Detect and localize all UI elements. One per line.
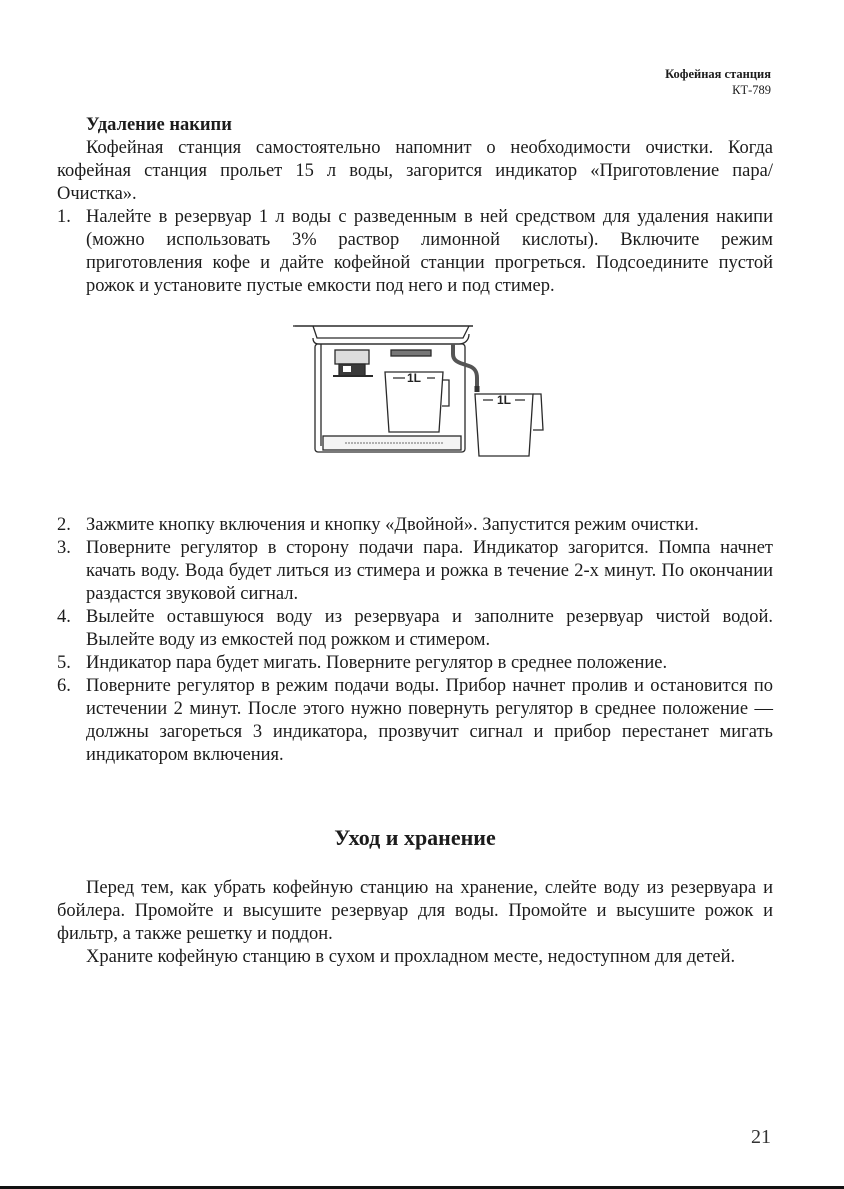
step-number: 2. — [57, 515, 71, 535]
coffee-machine-illustration — [293, 320, 547, 470]
step-number: 6. — [57, 676, 71, 696]
header-title: Кофейная станция — [665, 67, 771, 81]
step-text: Вылейте оставшуюся воду из резервуара и заполните резервуар чистой водой. Вылейте воду из емкостей под рожком и стимером. — [86, 607, 773, 650]
step-text: Поверните регулятор в сторону подачи пара. Индикатор загорится. Помпа начнет качать воду. Вода будет литься из стимера и рожка в течение 2-х минут. По окончании раздастся звуковой сигнал. — [86, 538, 773, 604]
step-item — [57, 537, 773, 606]
cup-1-label: 1L — [406, 371, 422, 385]
descaling-heading: Удаление накипи — [86, 115, 232, 135]
steps-list-before — [57, 206, 773, 298]
step-number: 4. — [57, 607, 71, 627]
steps-list-after — [57, 514, 773, 767]
step-text: Налейте в резервуар 1 л воды с разведенным в ней средством для удаления накипи (можно использовать 3% раствор лимонной кислоты). Включите режим приготовления кофе и дайте кофейной станции прогреться. Подсоедините пустой рожок и установите пустые емкости под него и под стимер. — [86, 207, 773, 296]
step-number: 5. — [57, 653, 71, 673]
care-paragraph: Перед тем, как убрать кофейную станцию на хранение, слейте воду из резервуара и бойлера. Промойте и высушите резервуар для воды. Промойте и высушите рожок и фильтр, а также решетку и поддон. — [57, 878, 773, 944]
step-item — [57, 514, 773, 537]
step-number: 3. — [57, 538, 71, 558]
step-item — [57, 206, 773, 298]
descaling-intro: Кофейная станция самостоятельно напомнит о необходимости очистки. Когда кофейная станция прольет 15 л воды, загорится индикатор «Приготовление пара/Очистка». — [57, 138, 773, 204]
step-text: Зажмите кнопку включения и кнопку «Двойной». Запустится режим очистки. — [86, 515, 699, 535]
step-item — [57, 675, 773, 767]
care-heading: Уход и хранение — [334, 825, 496, 850]
coffee-machine-figure — [57, 308, 773, 514]
step-text: Поверните регулятор в режим подачи воды. Прибор начнет пролив и остановится по истечении 2 минут. После этого нужно повернуть регулятор в среднее положение — должны загореться 3 индикатора, прозвучит сигнал и прибор перестанет мигать индикатором включения. — [86, 676, 773, 765]
care-paragraph: Храните кофейную станцию в сухом и прохладном месте, недоступном для детей. — [86, 947, 736, 967]
cup-2-label: 1L — [496, 393, 512, 407]
step-item — [57, 606, 773, 652]
step-item — [57, 652, 773, 675]
running-header — [665, 66, 771, 98]
page-number: 21 — [751, 1126, 771, 1148]
page-content — [57, 114, 773, 969]
step-text: Индикатор пара будет мигать. Поверните регулятор в среднее положение. — [86, 653, 668, 673]
header-model: КТ-789 — [732, 83, 771, 97]
step-number: 1. — [57, 207, 71, 227]
